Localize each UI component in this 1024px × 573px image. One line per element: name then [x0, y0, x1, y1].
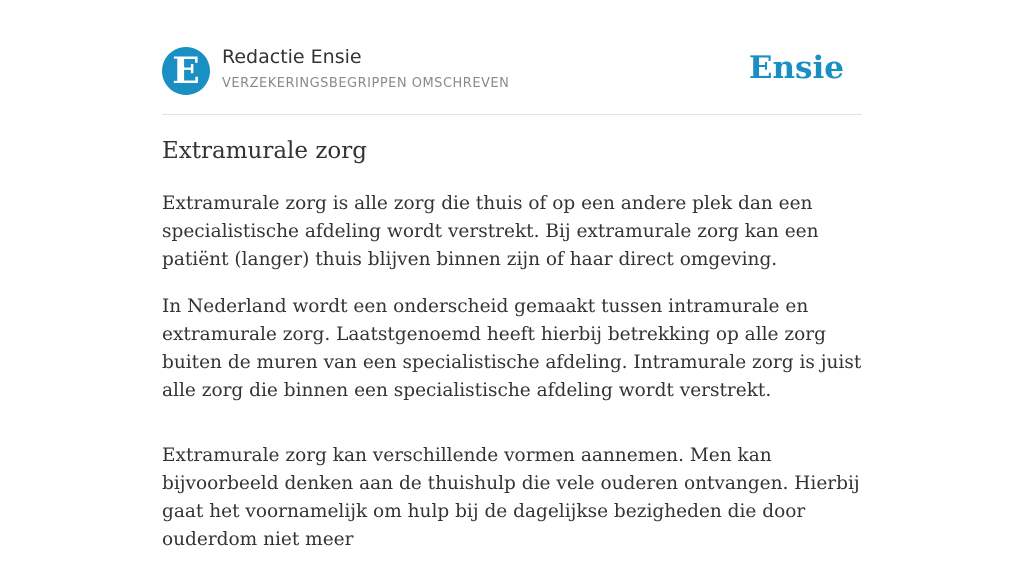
category-label[interactable]: VERZEKERINGSBEGRIPPEN OMSCHREVEN: [222, 76, 510, 91]
brand-logo[interactable]: Ensie: [748, 50, 844, 86]
author-name[interactable]: Redactie Ensie: [222, 46, 362, 68]
article-paragraph: In Nederland wordt een onderscheid gemaakt tussen intramurale en extramurale zorg. Laatstgenoemd heeft hierbij betrekking op alle zorg buiten de muren van een specialistische afdeling. Intramurale zorg is juist alle zorg die binnen een specialistische afdeling wordt verstrekt.: [162, 296, 862, 401]
article-header: [162, 46, 862, 115]
article-body: [162, 190, 867, 573]
article-paragraph: Extramurale zorg kan verschillende vormen aannemen. Men kan bijvoorbeeld denken aan de thuishulp die vele ouderen ontvangen. Hierbij gaat het voornamelijk om hulp bij de dagelijkse bezigheden die door ouderdom niet meer: [162, 445, 860, 550]
article-title: Extramurale zorg: [162, 138, 368, 164]
ensie-logo-icon[interactable]: E: [162, 47, 210, 95]
article-paragraph: Extramurale zorg is alle zorg die thuis of op een andere plek dan een specialistische afdeling wordt verstrekt. Bij extramurale zorg kan een patiënt (langer) thuis blijven binnen zijn of haar direct omgeving.: [162, 193, 819, 270]
